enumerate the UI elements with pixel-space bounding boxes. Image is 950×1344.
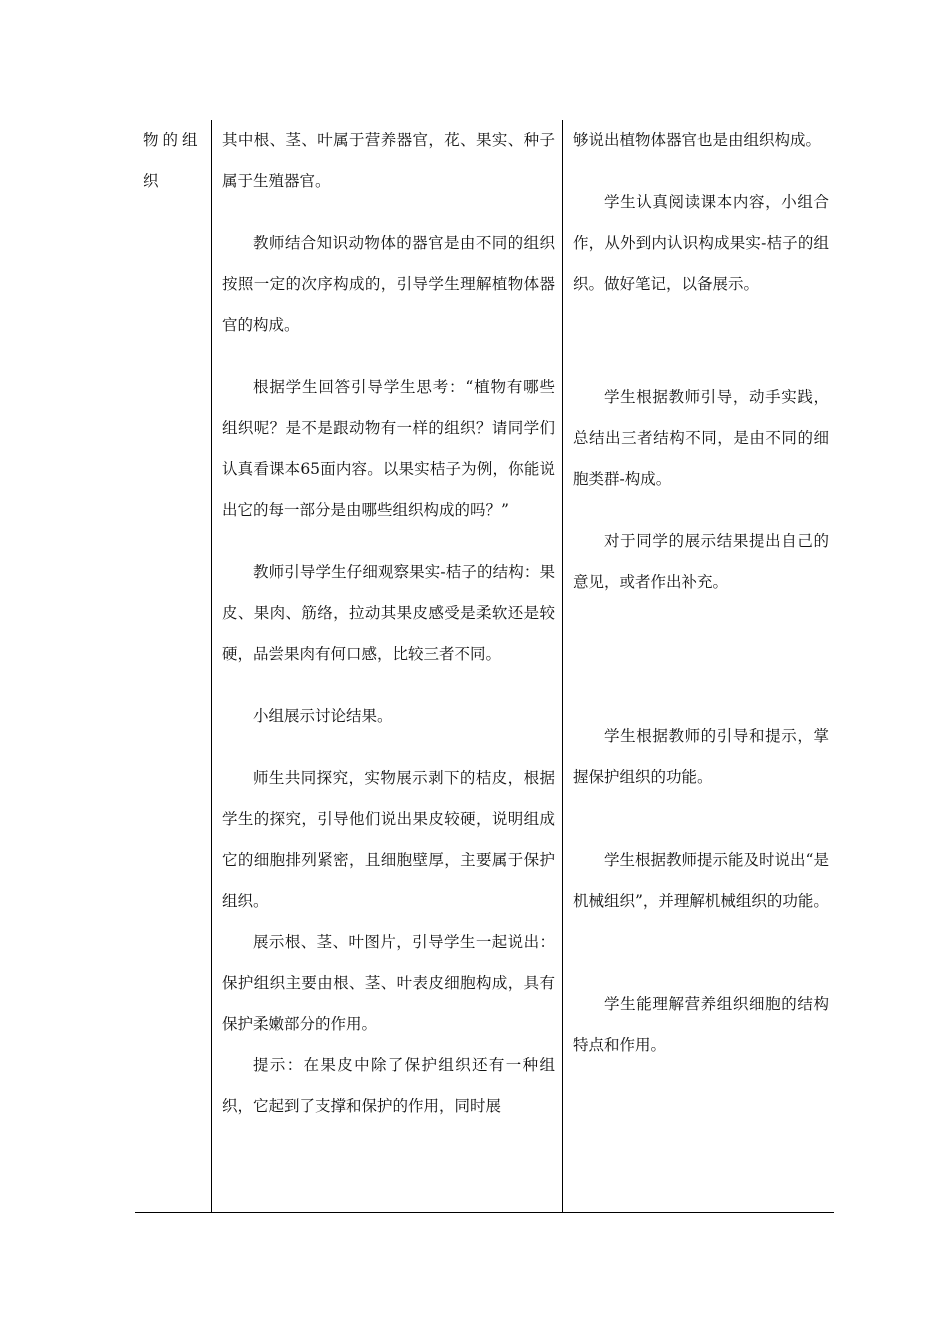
teacher-paragraph-5: 小组展示讨论结果。 xyxy=(253,707,393,725)
student-paragraph-5: 学生根据教师的引导和提示，掌握保护组织的功能。 xyxy=(573,727,829,786)
teacher-paragraph-3: 根据学生回答引导学生思考：“植物有哪些组织呢？是不是跟动物有一样的组织？请同学们认真看课本65面内容。以果实桔子为例，你能说出它的每一部分是由哪些组织构成的吗？” xyxy=(222,378,555,519)
student-activity-cell xyxy=(573,120,829,1066)
student-paragraph-4: 对于同学的展示结果提出自己的意见，或者作出补充。 xyxy=(573,532,829,591)
teacher-activity-cell xyxy=(222,120,555,1127)
table-column-divider-left xyxy=(211,120,212,1213)
student-paragraph-7: 学生能理解营养组织细胞的结构特点和作用。 xyxy=(573,995,829,1054)
teacher-paragraph-4: 教师引导学生仔细观察果实-桔子的结构：果皮、果肉、筋络，拉动其果皮感受是柔软还是较硬，品尝果肉有何口感，比较三者不同。 xyxy=(222,563,555,663)
table-column-divider-right xyxy=(562,120,563,1213)
student-paragraph-1: 够说出植物体器官也是由组织构成。 xyxy=(573,131,822,149)
section-label-line-1: 物的组 xyxy=(143,131,202,149)
student-paragraph-3: 学生根据教师引导，动手实践，总结出三者结构不同，是由不同的细胞类群-构成。 xyxy=(573,388,829,488)
teacher-paragraph-8: 提示：在果皮中除了保护组织还有一种组织，它起到了支撑和保护的作用，同时展 xyxy=(222,1056,555,1115)
teacher-paragraph-6: 师生共同探究，实物展示剥下的桔皮，根据学生的探究，引导他们说出果皮较硬，说明组成它的细胞排列紧密，且细胞壁厚，主要属于保护组织。 xyxy=(222,769,555,910)
student-paragraph-2: 学生认真阅读课本内容，小组合作，从外到内认识构成果实-桔子的组织。做好笔记，以备展示。 xyxy=(573,193,829,293)
section-label-line-2: 织 xyxy=(143,172,163,190)
table-bottom-border xyxy=(135,1212,834,1213)
teacher-paragraph-1: 其中根、茎、叶属于营养器官，花、果实、种子属于生殖器官。 xyxy=(222,131,555,190)
teacher-paragraph-2: 教师结合知识动物体的器官是由不同的组织按照一定的次序构成的，引导学生理解植物体器官的构成。 xyxy=(222,234,555,334)
section-label-cell xyxy=(143,120,207,202)
student-paragraph-6: 学生根据教师提示能及时说出“是机械组织”，并理解机械组织的功能。 xyxy=(573,851,829,910)
teacher-paragraph-7: 展示根、茎、叶图片，引导学生一起说出：保护组织主要由根、茎、叶表皮细胞构成，具有保护柔嫩部分的作用。 xyxy=(222,933,555,1033)
